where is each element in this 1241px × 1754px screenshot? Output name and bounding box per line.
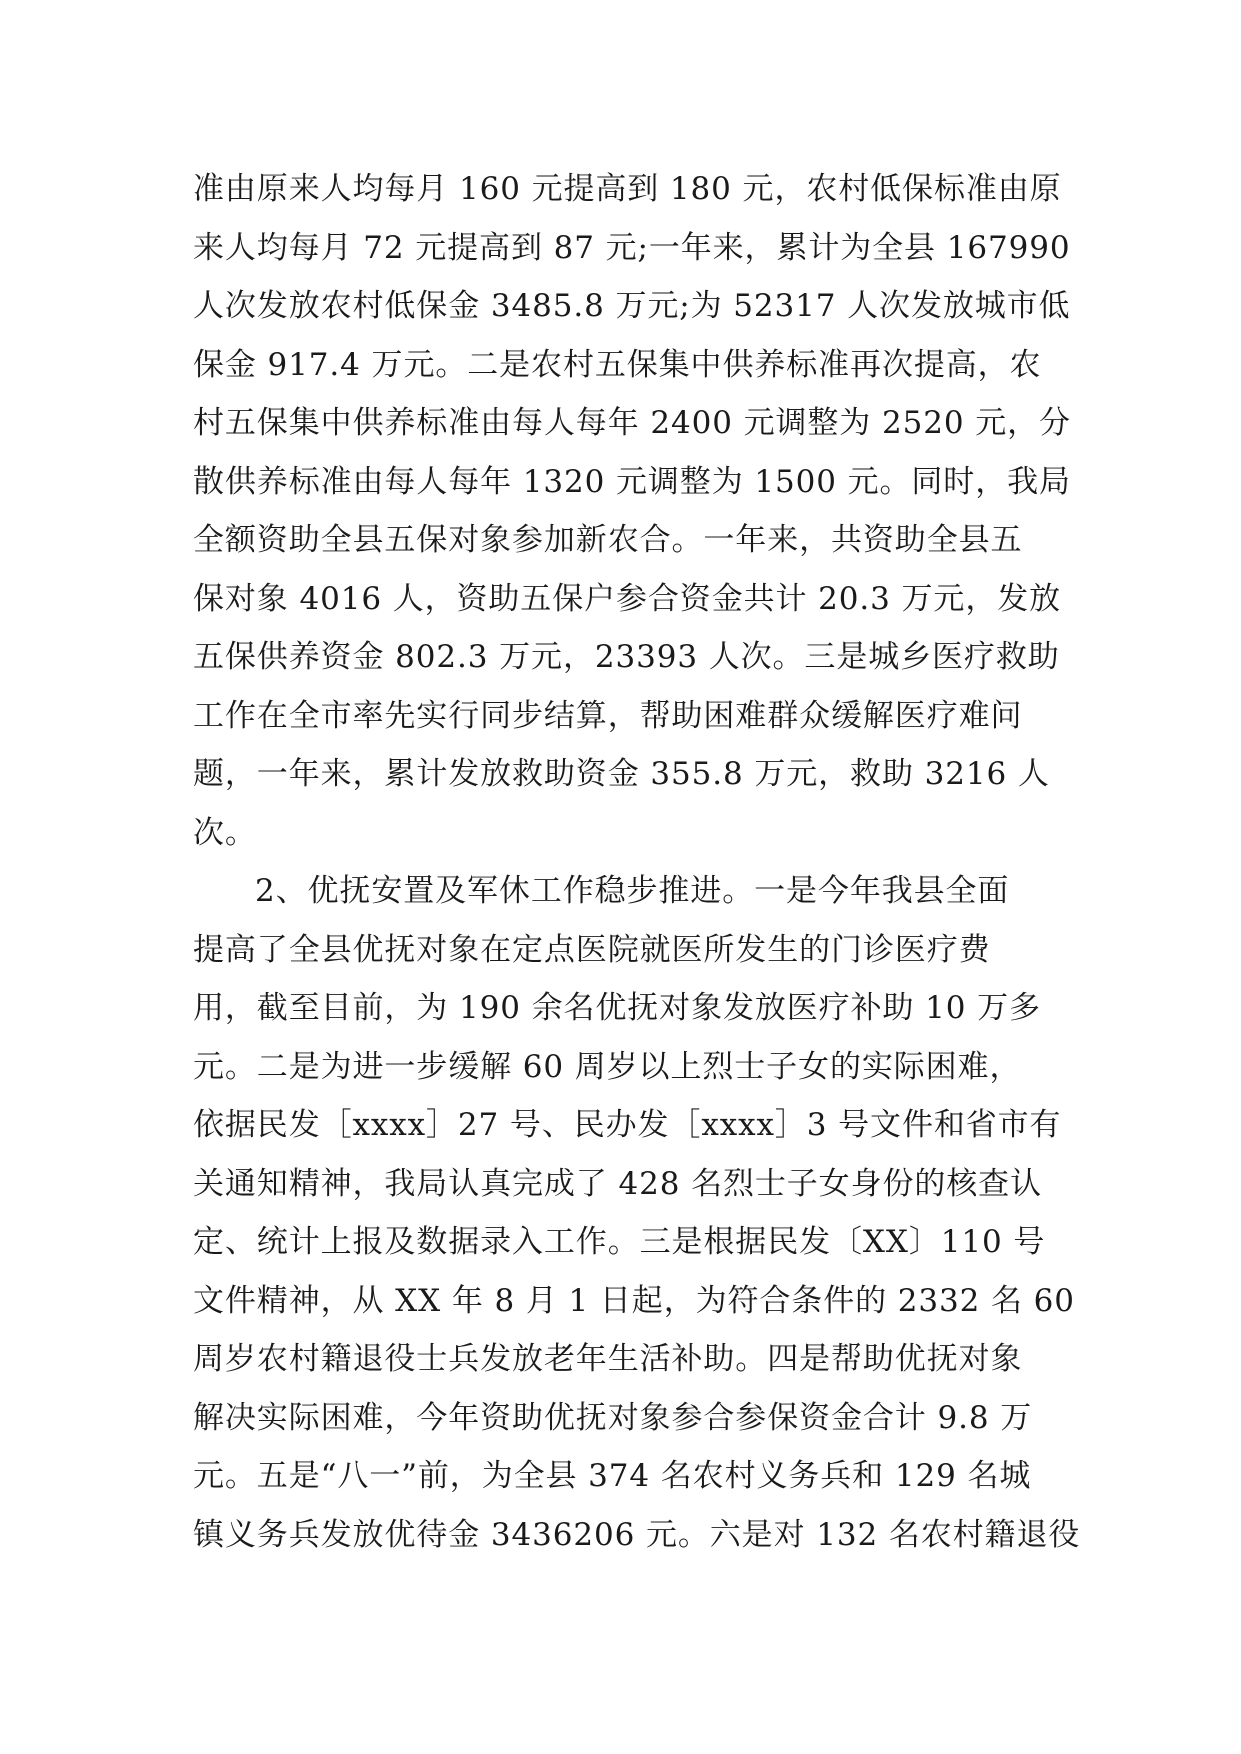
text-line: 用，截至目前，为 190 余名优抚对象发放医疗补助 10 万多 — [193, 990, 1041, 1026]
text-line: 保对象 4016 人，资助五保户参合资金共计 20.3 万元，发放 — [193, 580, 1062, 617]
text-line: 文件精神，从 XX 年 8 月 1 日起，为符合条件的 2332 名 60 — [193, 1282, 1075, 1319]
text-line: 定、统计上报及数据录入工作。三是根据民发〔XX〕110 号 — [193, 1224, 1046, 1260]
text-line: 提高了全县优抚对象在定点医院就医所发生的门诊医疗费 — [193, 931, 991, 968]
text-line: 元。二是为进一步缓解 60 周岁以上烈士子女的实际困难， — [193, 1048, 1022, 1085]
text-line: 元。五是“八一”前，为全县 374 名农村义务兵和 129 名城 — [193, 1458, 1032, 1494]
text-line: 解决实际困难，今年资助优抚对象参合参保资金合计 9.8 万 — [193, 1399, 1033, 1436]
text-line: 散供养标准由每人每年 1320 元调整为 1500 元。同时，我局 — [193, 463, 1071, 500]
text-line: 关通知精神，我局认真完成了 428 名烈士子女身份的核查认 — [193, 1165, 1042, 1202]
paragraph-start-line: 2、优抚安置及军休工作稳步推进。一是今年我县全面 — [255, 873, 1010, 909]
text-line: 来人均每月 72 元提高到 87 元;一年来，累计为全县 167990 — [193, 229, 1071, 266]
document-body — [193, 160, 1081, 1564]
text-line: 周岁农村籍退役士兵发放老年生活补助。四是帮助优抚对象 — [193, 1341, 1023, 1377]
text-line: 题，一年来，累计发放救助资金 355.8 万元，救助 3216 人 — [193, 756, 1050, 792]
text-line: 全额资助全县五保对象参加新农合。一年来，共资助全县五 — [193, 522, 1023, 558]
text-line: 次。 — [193, 814, 257, 851]
text-line: 镇义务兵发放优待金 3436206 元。六是对 132 名农村籍退役 — [193, 1516, 1081, 1553]
text-line: 准由原来人均每月 160 元提高到 180 元，农村低保标准由原 — [193, 171, 1062, 207]
text-line: 工作在全市率先实行同步结算，帮助困难群众缓解医疗难问 — [193, 697, 1023, 734]
text-line: 人次发放农村低保金 3485.8 万元;为 52317 人次发放城市低 — [193, 288, 1071, 324]
text-line: 村五保集中供养标准由每人每年 2400 元调整为 2520 元，分 — [193, 405, 1071, 441]
text-line: 保金 917.4 万元。二是农村五保集中供养标准再次提高，农 — [193, 346, 1042, 383]
text-line: 依据民发［xxxx］27 号、民办发［xxxx］3 号文件和省市有 — [193, 1107, 1062, 1143]
text-line: 五保供养资金 802.3 万元，23393 人次。三是城乡医疗救助 — [193, 639, 1060, 675]
